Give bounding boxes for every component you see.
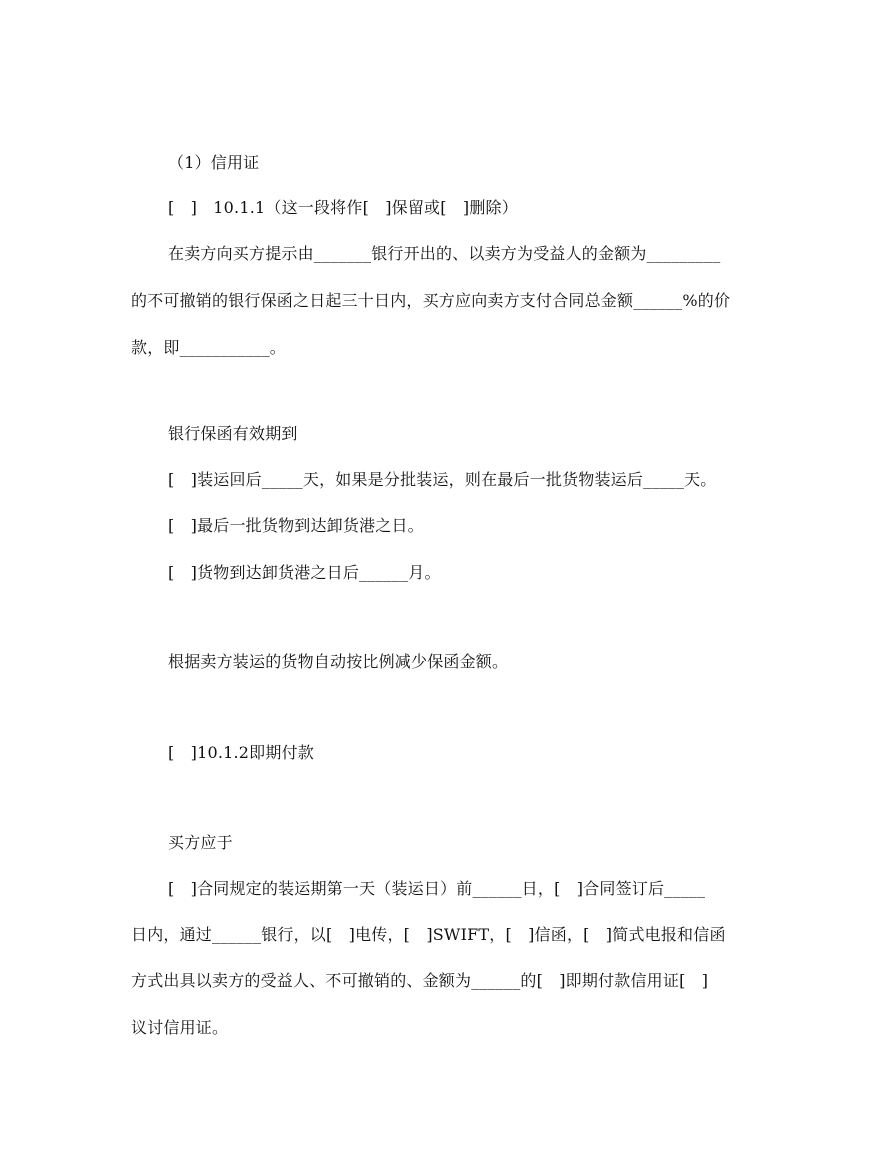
paragraph-line: 根据卖方装运的货物自动按比例减少保函金额。 <box>168 652 509 671</box>
option-line: [ ]装运回后_____天，如果是分批装运，则在最后一批货物装运后_____天。 <box>168 470 717 489</box>
paragraph-line: 日内，通过______银行，以[ ]电传，[ ]SWIFT，[ ]信函，[ ]简式电报和信函 <box>131 925 726 944</box>
clause-10-1-1-heading: [ ] 10.1.1（这一段将作[ ]保留或[ ]删除） <box>168 198 518 217</box>
paragraph-line: 议讨信用证。 <box>131 1018 229 1037</box>
paragraph-line: 在卖方向买方提示由_______银行开出的、以卖方为受益人的金额为_________ <box>168 244 721 263</box>
guarantee-validity-heading: 银行保函有效期到 <box>168 424 298 443</box>
paragraph-line: 方式出具以卖方的受益人、不可撤销的、金额为______的[ ]即期付款信用证[ ] <box>131 971 709 990</box>
clause-10-1-2-heading: [ ]10.1.2即期付款 <box>168 743 314 762</box>
option-line: [ ]最后一批货物到达卸货港之日。 <box>168 516 424 535</box>
section-heading-letter-of-credit: （1）信用证 <box>168 153 260 172</box>
paragraph-line: 买方应于 <box>168 833 233 852</box>
paragraph-line: [ ]合同规定的装运期第一天（装运日）前______日，[ ]合同签订后_____ <box>168 879 706 898</box>
paragraph-line: 的不可撤销的银行保函之日起三十日内，买方应向卖方支付合同总金额______%的价 <box>131 291 731 310</box>
option-line: [ ]货物到达卸货港之日后______月。 <box>168 563 441 582</box>
paragraph-line: 款，即___________。 <box>131 338 287 357</box>
